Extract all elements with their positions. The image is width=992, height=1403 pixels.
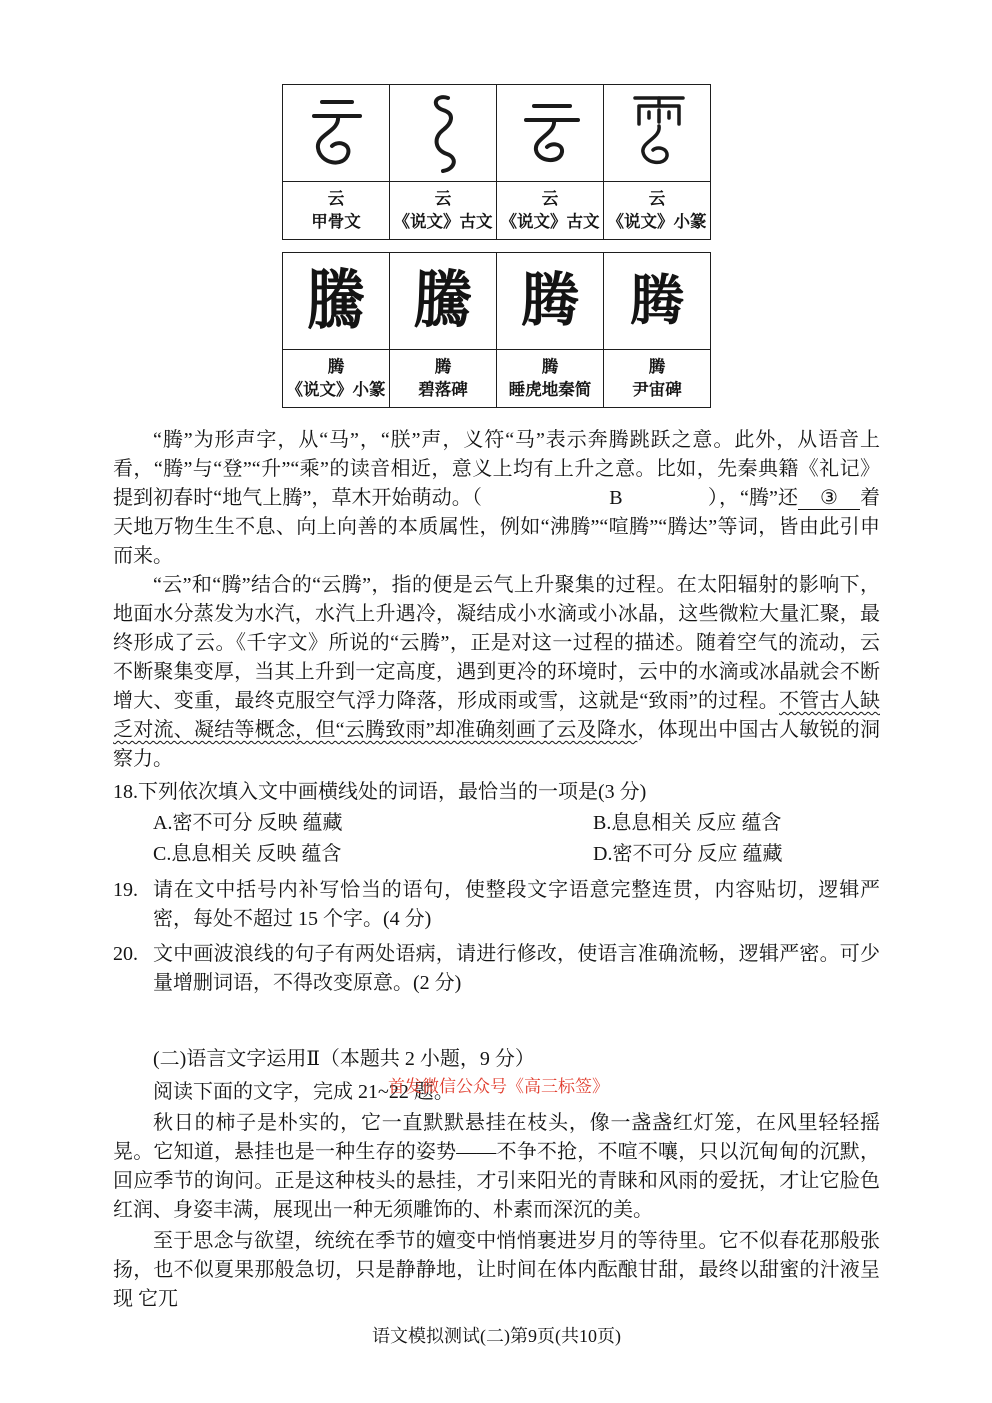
blank-3-underline: ③ (798, 487, 860, 510)
question-20-text: 文中画波浪线的句子有两处语病，请进行修改，使语言准确流畅，逻辑严密。可少量增删词语，不得改变原意。(2 分) (153, 943, 880, 994)
question-19-number: 19. (113, 879, 138, 901)
passage-text: “腾”还 (740, 487, 798, 509)
glyph-char-label: 腾 (648, 357, 666, 377)
teng-label-cell (604, 350, 711, 408)
shuowen-guwen-yun-icon (393, 88, 493, 178)
wavy-underlined-sentence: 不管古人缺乏对流、凝结等概念，但“云腾致雨”却准确刻画了云及降水 (113, 690, 880, 741)
page-footer: 语文模拟测试(二)第9页(共10页) (372, 1326, 621, 1346)
persimmon-paragraph-1: 秋日的柿子是朴实的，它一直默默悬挂在枝头，像一盏盏红灯笼，在风里轻轻摇晃。它知道，悬挂也是一种生存的姿势——不争不抢，不喧不嚷，只以沉甸甸的沉默，回应季节的询问。正是这种枝头的悬挂，才引来阳光的青睐和风雨的爱抚，才让它脸色红润、身姿丰满，展现出一种无须雕饰的、朴素而深沉的美。 (113, 1112, 880, 1221)
passage-text: 着天地万物生生不息、向上向善的本质属性，例如“沸腾”“喧腾”“腾达”等词，皆由此引申而来。 (113, 487, 880, 567)
question-18-stem: 18.下列依次填入文中画横线处的词语，最恰当的一项是(3 分) (113, 781, 647, 803)
yun-glyph-cell-xiaozhuan (604, 85, 711, 182)
glyph-source-label: 碧落碑 (418, 379, 468, 399)
yun-label-cell (604, 182, 711, 240)
passage-text: “云”和“腾”结合的“云腾”，指的便是云气上升聚集的过程。在太阳辐射的影响下，地面水分蒸发为水汽，水汽上升遇冷，凝结成小水滴或小冰晶，这些微粒大量汇聚，最终形成了云。《千字文》所说的“云腾”，正是对这一过程的描述。随着空气的流动，云不断聚集变厚，当其上升到一定高度，遇到更冷的环境时，云中的水滴或冰晶就会不断增大、变重，最终克服空气浮力降落，形成雨或雪，这就是“致雨”的过程。 (113, 574, 880, 712)
glyph-source-label: 睡虎地秦简 (508, 379, 592, 399)
passage-1 (113, 426, 880, 774)
glyph-char-label: 云 (541, 189, 559, 209)
teng-shuihudi-glyph: 腾 (520, 268, 579, 333)
glyph-source-label: 《说文》小篆 (286, 379, 386, 399)
teng-glyph-cell-xiaozhuan (283, 253, 390, 350)
yun-label-cell (497, 182, 604, 240)
teng-label-cell (390, 350, 497, 408)
question-18-options (113, 808, 880, 870)
shuowen-xiaozhuan-yun-icon (607, 88, 707, 178)
option-d: D.密不可分 反应 蕴藏 (593, 843, 783, 865)
section-2-intro: 阅读下面的文字，完成 21~22 题。 (153, 1081, 454, 1103)
yun-glyph-cell-oracle (283, 85, 390, 182)
teng-yinzhoubei-glyph: 腾 (630, 271, 684, 331)
glyph-char-label: 腾 (327, 357, 345, 377)
passage-text: “腾”为形声字，从“马”，“朕”声，义符“马”表示奔腾跳跃之意。此外，从语音上看，“腾”与“登”“升”“乘”的读音相近，意义上均有上升之意。比如，先秦典籍《礼记》提到初春时“地气上腾”，草木开始萌动。 (113, 429, 880, 509)
glyph-char-label: 云 (327, 189, 345, 209)
shuowen-guwen-yun-icon-2 (500, 88, 600, 178)
question-20-number: 20. (113, 943, 138, 965)
glyph-source-label: 《说文》小篆 (607, 211, 707, 231)
persimmon-paragraph-2: 至于思念与欲望，统统在季节的嬗变中悄悄裹进岁月的等待里。它不似春花那般张扬，也不似夏果那般急切，只是静静地，让时间在体内酝酿甘甜，最终以甜蜜的汁液呈现 它兀 (113, 1230, 880, 1310)
glyph-char-label: 腾 (434, 357, 452, 377)
section-2-heading: (二)语言文字运用Ⅱ（本题共 2 小题，9 分） (153, 1048, 535, 1070)
teng-glyph-cell-yinzhoubei (604, 253, 711, 350)
glyph-source-label: 《说文》古文 (393, 211, 493, 231)
question-19 (113, 876, 880, 934)
teng-xiaozhuan-glyph: 騰 (306, 264, 365, 337)
passage-paragraph-1 (113, 426, 880, 571)
oracle-bone-yun-icon (286, 88, 386, 178)
yun-label-cell (390, 182, 497, 240)
teng-label-cell (283, 350, 390, 408)
teng-glyph-cell-biluobei (390, 253, 497, 350)
glyph-source-label: 甲骨文 (311, 211, 361, 231)
glyph-char-label: 云 (648, 189, 666, 209)
yun-label-cell (283, 182, 390, 240)
question-20 (113, 940, 880, 998)
teng-glyph-cell-shuihudi (497, 253, 604, 350)
glyph-source-label: 尹宙碑 (632, 379, 682, 399)
option-row-ab (153, 808, 880, 839)
passage-text: ，体现出中国古人敏锐的洞察力。 (113, 719, 881, 770)
yun-glyph-cell-guwen2 (497, 85, 604, 182)
teng-glyph-table (282, 252, 711, 408)
bracket-blank-b: （ B ）， (471, 487, 741, 509)
glyph-char-label: 腾 (541, 357, 559, 377)
watermark-text: 首发微信公众号《高三标签》 (388, 1077, 609, 1096)
option-a: A.密不可分 反映 蕴藏 (153, 812, 343, 834)
glyph-char-label: 云 (434, 189, 452, 209)
yun-glyph-table (282, 84, 711, 240)
option-c: C.息息相关 反映 蕴含 (153, 843, 342, 865)
option-b: B.息息相关 反应 蕴含 (593, 812, 782, 834)
passage-paragraph-2 (113, 571, 880, 774)
glyph-source-label: 《说文》古文 (500, 211, 600, 231)
option-row-cd (153, 839, 880, 870)
question-19-text: 请在文中括号内补写恰当的语句，使整段文字语意完整连贯，内容贴切，逻辑严密，每处不超过 15 个字。(4 分) (153, 879, 880, 930)
teng-label-cell (497, 350, 604, 408)
yun-glyph-cell-guwen1 (390, 85, 497, 182)
teng-biluobei-glyph: 騰 (412, 265, 474, 336)
